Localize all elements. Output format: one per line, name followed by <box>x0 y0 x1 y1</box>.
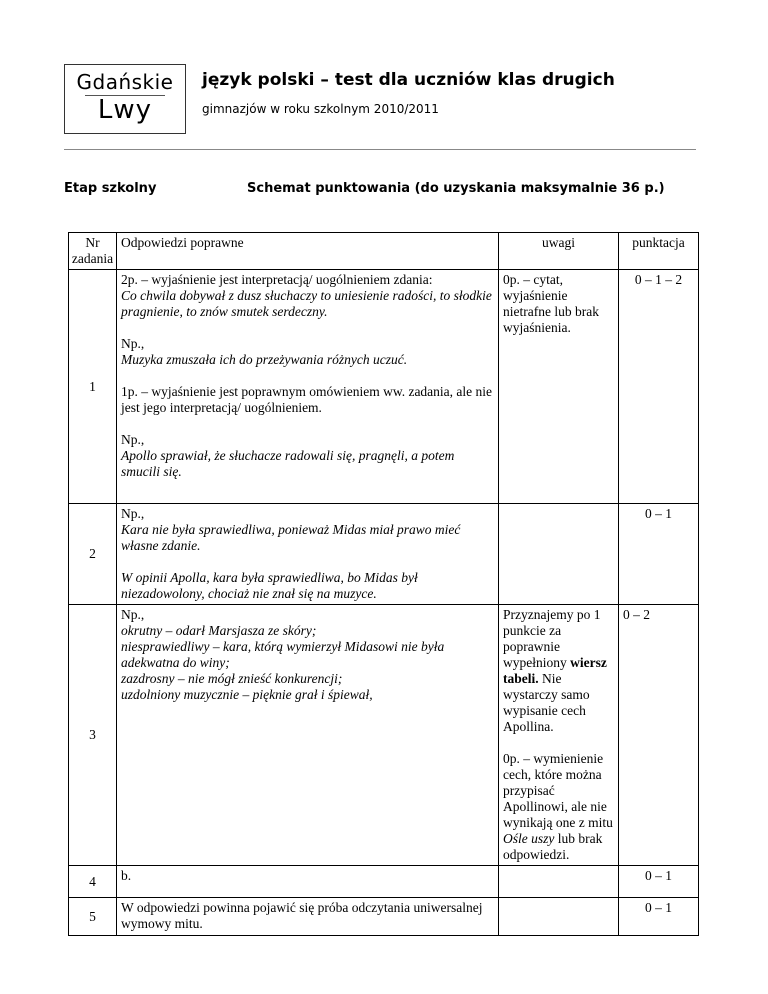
logo <box>64 64 186 134</box>
stage-label: Etap szkolny <box>64 181 157 196</box>
trait-line: zazdrosny – nie mógł znieść konkurencji; <box>121 671 343 686</box>
logo-line1: Gdańskie <box>76 70 174 94</box>
example-text: W opinii Apolla, kara była sprawiedliwa, bo Midas był niezadowolony, chociaż nie znał się na muzyce. <box>121 570 418 601</box>
row-number: 1 <box>69 270 117 504</box>
page-title: język polski – test dla uczniów klas drugich <box>202 70 615 90</box>
row-number: 5 <box>69 898 117 936</box>
header-nr: Nr zadania <box>69 233 117 270</box>
table-row <box>69 898 699 936</box>
remarks-bold: wiersz tabeli. <box>503 655 607 686</box>
remarks-cell <box>499 504 619 605</box>
answer-cell: b. <box>117 866 499 898</box>
header-answers: Odpowiedzi poprawne <box>117 233 499 270</box>
logo-line2: Lwy <box>97 95 153 125</box>
example-text: Apollo sprawiał, że słuchacze radowali się, pragnęli, a potem smucili się. <box>121 448 455 479</box>
example-label: Np., <box>121 432 145 447</box>
answer-cell <box>117 270 499 504</box>
answer-cell <box>117 504 499 605</box>
answer-1p: 1p. – wyjaśnienie jest poprawnym omówieniem ww. zadania, ale nie jest jego interpretacją/ uogólnieniem. <box>121 384 493 415</box>
trait-line: uzdolniony muzycznie – pięknie grał i śpiewał, <box>121 687 373 702</box>
remarks-cell <box>499 866 619 898</box>
remarks-cell: 0p. – cytat, wyjaśnienie nietrafne lub brak wyjaśnienia. <box>499 270 619 504</box>
table-row <box>69 270 699 504</box>
remarks-cell <box>499 898 619 936</box>
scoring-table <box>68 232 699 936</box>
table-row <box>69 504 699 605</box>
answer-2p: 2p. – wyjaśnienie jest interpretacją/ uogólnieniem zdania: <box>121 272 433 287</box>
points-cell: 0 – 1 <box>619 898 699 936</box>
row-number: 3 <box>69 605 117 866</box>
table-row <box>69 605 699 866</box>
example-text: Kara nie była sprawiedliwa, ponieważ Midas miał prawo mieć własne zdanie. <box>121 522 461 553</box>
trait-line: niesprawiedliwy – kara, którą wymierzył Midasowi nie była adekwatna do winy; <box>121 639 445 670</box>
answer-cell: W odpowiedzi powinna pojawić się próba odczytania uniwersalnej wymowy mitu. <box>117 898 499 936</box>
example-label: Np., <box>121 336 145 351</box>
example-label: Np., <box>121 607 145 622</box>
table-row <box>69 866 699 898</box>
trait-line: okrutny – odarł Marsjasza ze skóry; <box>121 623 317 638</box>
points-cell: 0 – 1 <box>619 866 699 898</box>
points-cell: 0 – 1 – 2 <box>619 270 699 504</box>
points-cell: 0 – 2 <box>619 605 699 866</box>
answer-cell <box>117 605 499 866</box>
table-header-row <box>69 233 699 270</box>
remarks-text: 0p. – wymienienie cech, które można przypisać Apollinowi, ale nie wynikają one z mitu Ośle uszy lub brak odpowiedzi. <box>503 751 613 862</box>
remarks-cell <box>499 605 619 866</box>
myth-title: Ośle uszy <box>503 831 555 846</box>
page-subtitle: gimnazjów w roku szkolnym 2010/2011 <box>202 102 439 116</box>
points-cell: 0 – 1 <box>619 504 699 605</box>
row-number: 4 <box>69 866 117 898</box>
example-text: Muzyka zmuszała ich do przeżywania różnych uczuć. <box>121 352 408 367</box>
header-divider <box>64 149 696 150</box>
header-remarks: uwagi <box>499 233 619 270</box>
header-points: punktacja <box>619 233 699 270</box>
scheme-title: Schemat punktowania (do uzyskania maksymalnie 36 p.) <box>247 181 665 196</box>
remarks-text: Przyznajemy po 1 punkcie za poprawnie wypełniony wiersz tabeli. Nie wystarczy samo wypisanie cech Apollina. <box>503 607 607 734</box>
example-label: Np., <box>121 506 145 521</box>
answer-quote: Co chwila dobywał z dusz słuchaczy to uniesienie radości, to słodkie pragnienie, to znów smutek serdeczny. <box>121 288 492 319</box>
row-number: 2 <box>69 504 117 605</box>
